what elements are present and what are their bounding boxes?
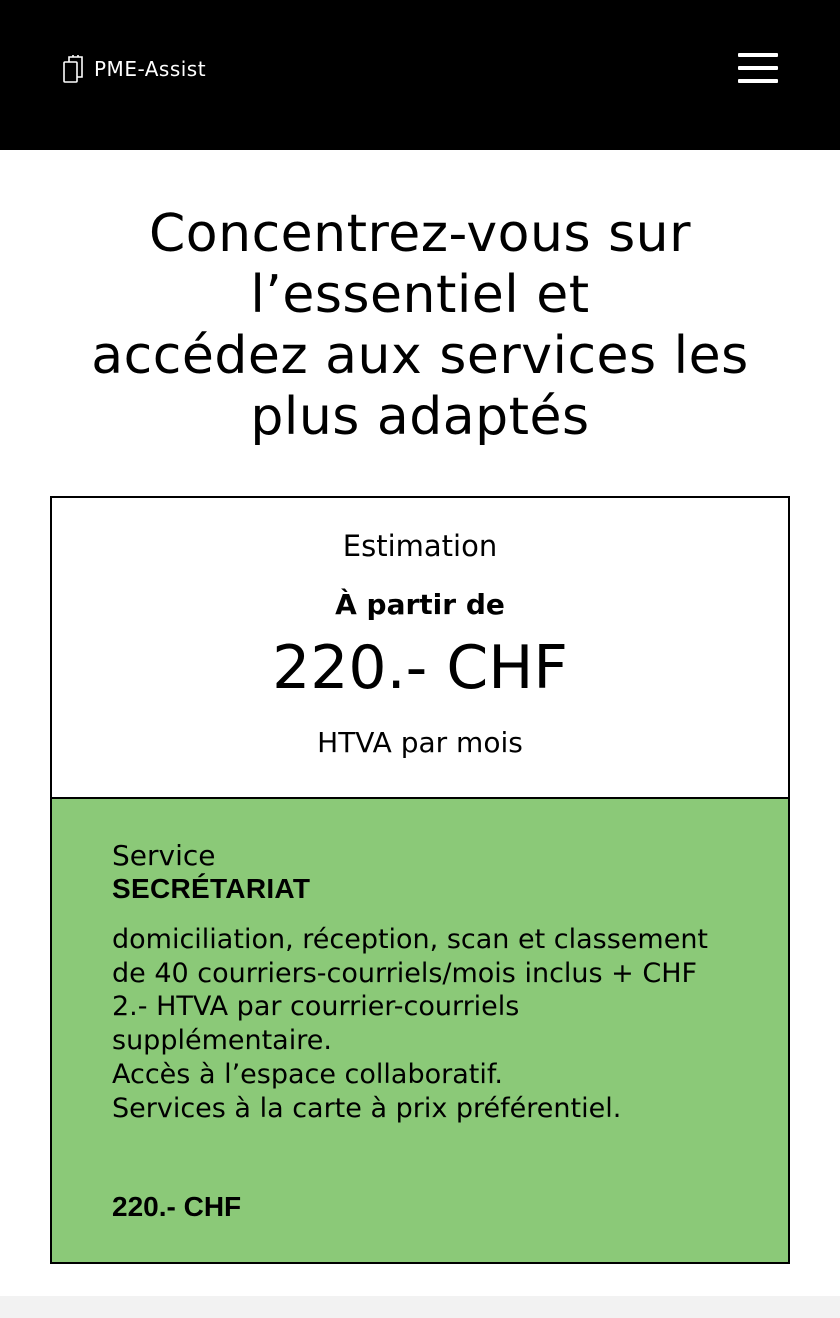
menu-bar — [738, 53, 778, 57]
menu-bar — [738, 66, 778, 70]
hamburger-menu-icon[interactable] — [736, 50, 780, 86]
headline-line: Concentrez-vous sur — [149, 204, 691, 264]
estimate-label: Estimation — [342, 529, 498, 563]
estimate-unit: HTVA par mois — [317, 726, 523, 759]
logo-text: PME-Assist — [94, 57, 207, 81]
headline-line: accédez aux services les — [91, 326, 749, 386]
service-description — [112, 923, 782, 1125]
documents-icon — [62, 54, 86, 84]
service-name: SECRÉTARIAT — [112, 873, 311, 904]
next-section-edge — [0, 1296, 840, 1318]
headline-line: plus adaptés — [250, 387, 590, 447]
service-description-line: Accès à l’espace collaboratif. — [112, 1058, 503, 1090]
service-description-line: 2.- HTVA par courrier-courriels — [112, 991, 520, 1023]
site-header — [0, 0, 840, 150]
service-description-line: supplémentaire. — [112, 1025, 332, 1057]
service-panel[interactable] — [52, 797, 788, 1262]
service-kicker: Service — [112, 839, 216, 872]
page-headline — [20, 204, 820, 448]
estimate-from-label: À partir de — [335, 588, 505, 621]
pricing-card — [50, 496, 790, 1264]
service-description-line: de 40 courriers-courriels/mois inclus + CHF — [112, 957, 698, 989]
estimate-section — [52, 498, 788, 797]
menu-bar — [738, 79, 778, 83]
service-description-line: domiciliation, réception, scan et classement — [112, 924, 709, 955]
service-price: 220.- CHF — [112, 1191, 242, 1222]
logo[interactable] — [62, 54, 206, 84]
service-description-line: Services à la carte à prix préférentiel. — [112, 1092, 622, 1124]
estimate-price: 220.- CHF — [272, 633, 568, 703]
headline-line: l’essentiel et — [250, 265, 590, 325]
